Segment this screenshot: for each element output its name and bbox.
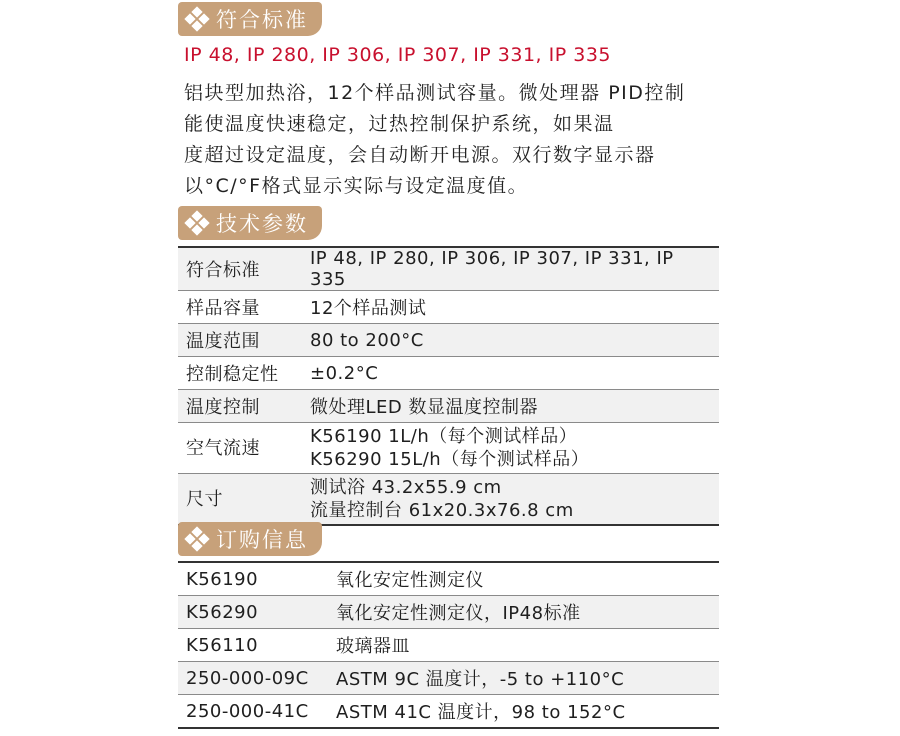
spec-value	[302, 423, 719, 474]
order-code: K56110	[178, 629, 328, 662]
spec-label: 控制稳定性	[178, 357, 302, 390]
table-row	[178, 357, 719, 390]
table-row	[178, 423, 719, 474]
spec-value-line: K56290 15L/h（每个测试样品）	[310, 449, 590, 470]
table-row	[178, 324, 719, 357]
order-description: 氧化安定性测定仪，IP48标准	[328, 596, 719, 629]
spec-value: 12个样品测试	[302, 291, 719, 324]
section-header-ordering	[178, 522, 322, 556]
spec-value-line: 流量控制台 61x20.3x76.8 cm	[310, 500, 574, 521]
spec-label: 空气流速	[178, 423, 302, 474]
table-row	[178, 390, 719, 423]
section-title: 订购信息	[216, 528, 308, 552]
description-line: 以°C/°F格式显示实际与设定温度值。	[184, 175, 529, 197]
spec-label: 尺寸	[178, 474, 302, 526]
description-line: 铝块型加热浴，12个样品测试容量。微处理器 PID控制	[184, 82, 686, 104]
table-row	[178, 291, 719, 324]
table-row	[178, 662, 719, 695]
order-description: 氧化安定性测定仪	[328, 562, 719, 596]
spec-value: IP 48, IP 280, IP 306, IP 307, IP 331, IP 335	[302, 247, 719, 291]
diamond-cluster-icon	[186, 8, 208, 30]
spec-value: 微处理LED 数显温度控制器	[302, 390, 719, 423]
order-code: 250-000-41C	[178, 695, 328, 729]
order-description: ASTM 41C 温度计，98 to 152°C	[328, 695, 719, 729]
table-row	[178, 247, 719, 291]
spec-value	[302, 474, 719, 526]
specs-table	[178, 246, 719, 526]
spec-value-line: 测试浴 43.2x55.9 cm	[310, 477, 502, 498]
section-title: 技术参数	[216, 212, 308, 236]
description-line: 度超过设定温度，会自动断开电源。双行数字显示器	[184, 144, 656, 166]
order-code: K56290	[178, 596, 328, 629]
order-code: K56190	[178, 562, 328, 596]
spec-label: 符合标准	[178, 247, 302, 291]
product-description	[184, 78, 724, 202]
spec-label: 温度范围	[178, 324, 302, 357]
order-description: 玻璃器皿	[328, 629, 719, 662]
table-row	[178, 474, 719, 526]
ordering-table	[178, 561, 719, 729]
section-title: 符合标准	[216, 8, 308, 32]
description-line: 能使温度快速稳定，过热控制保护系统，如果温	[184, 113, 615, 135]
spec-value-line: K56190 1L/h（每个测试样品）	[310, 426, 578, 447]
table-row	[178, 695, 719, 729]
standards-list: IP 48, IP 280, IP 306, IP 307, IP 331, IP 335	[184, 44, 612, 66]
table-row	[178, 562, 719, 596]
table-row	[178, 629, 719, 662]
diamond-cluster-icon	[186, 212, 208, 234]
spec-label: 温度控制	[178, 390, 302, 423]
order-description: ASTM 9C 温度计，-5 to +110°C	[328, 662, 719, 695]
order-code: 250-000-09C	[178, 662, 328, 695]
section-header-standards	[178, 2, 322, 36]
spec-value: 80 to 200°C	[302, 324, 719, 357]
table-row	[178, 596, 719, 629]
section-header-specs	[178, 206, 322, 240]
diamond-cluster-icon	[186, 528, 208, 550]
spec-value: ±0.2°C	[302, 357, 719, 390]
spec-label: 样品容量	[178, 291, 302, 324]
